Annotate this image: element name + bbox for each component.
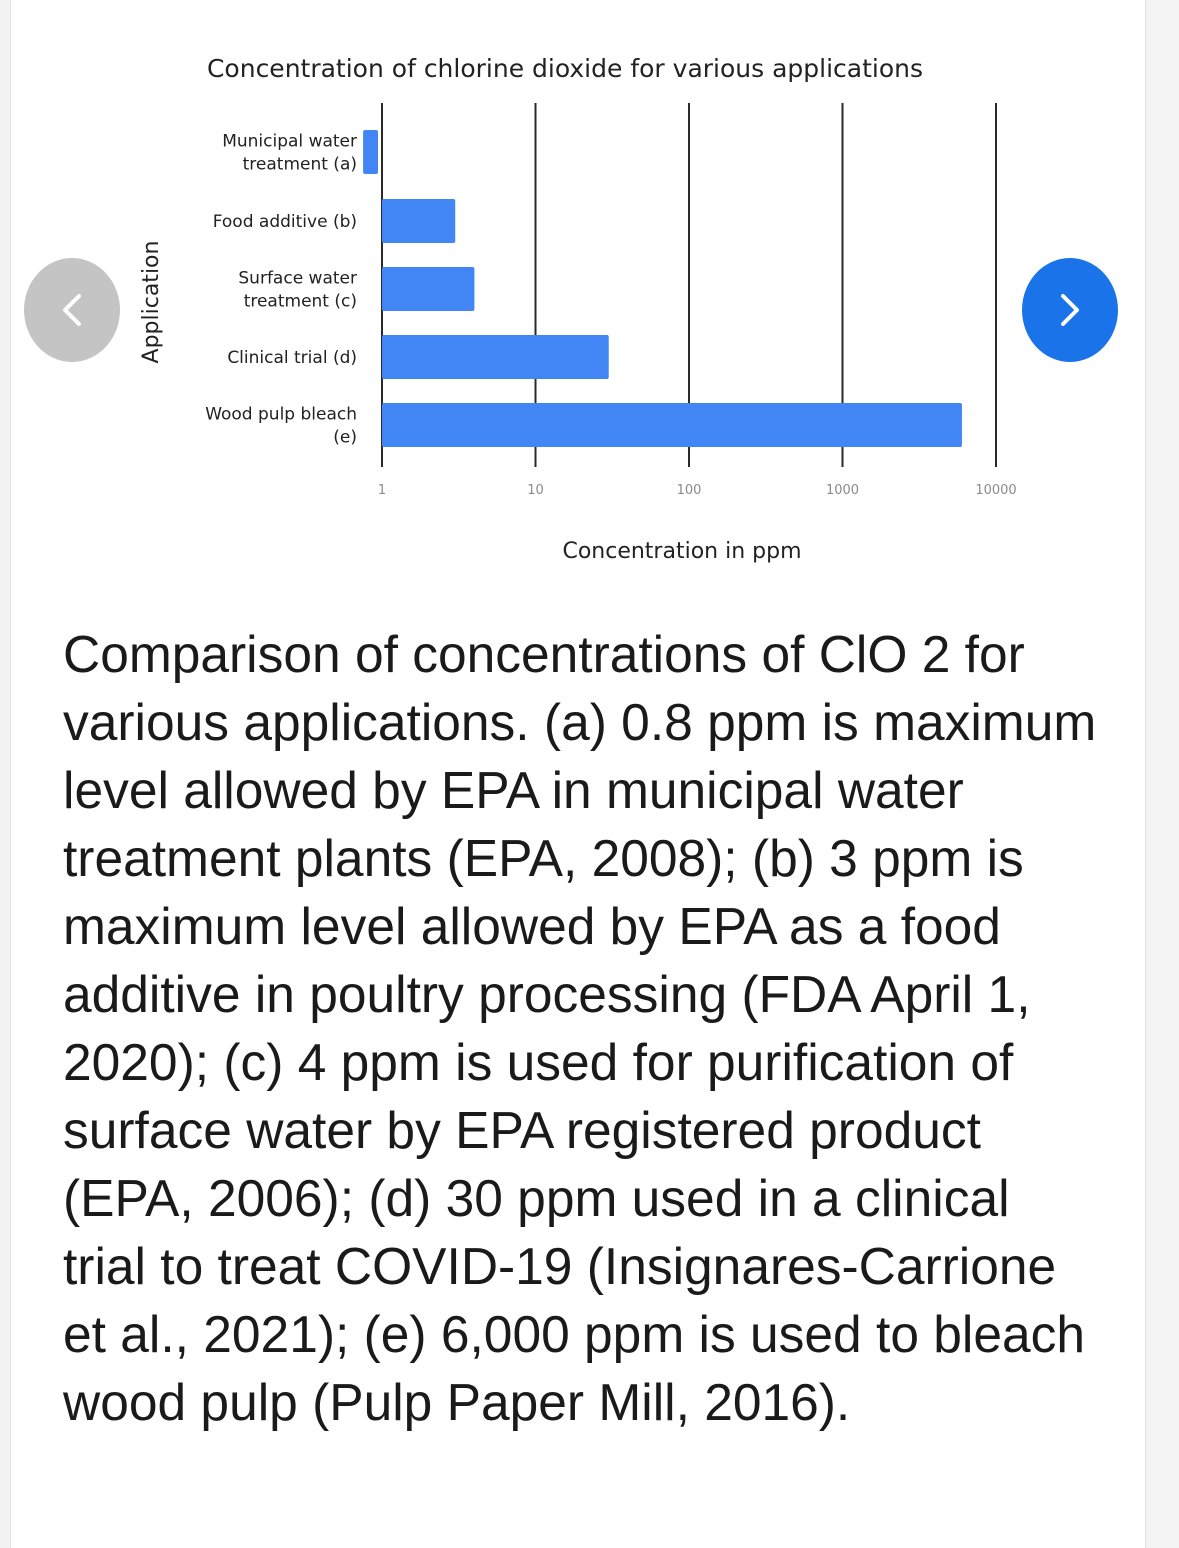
chevron-right-icon <box>1055 290 1085 330</box>
x-axis-title: Concentration in ppm <box>562 539 802 564</box>
chart-title: Concentration of chlorine dioxide for various applications <box>206 54 924 83</box>
bar <box>382 403 962 447</box>
x-tick-label: 10000 <box>975 483 1017 498</box>
chart-container <box>0 0 1179 600</box>
bar <box>382 267 474 311</box>
previous-image-button[interactable] <box>24 258 120 362</box>
bar <box>382 335 609 379</box>
y-category-label: Food additive (b) <box>212 212 357 232</box>
y-category-label: (e) <box>333 427 357 448</box>
x-tick-label: 1000 <box>825 483 860 498</box>
bar-chart <box>0 0 1179 600</box>
figure-caption: Comparison of concentrations of ClO 2 for various applications. (a) 0.8 ppm is maximum level allowed by EPA in municipal water treatment plants (EPA, 2008); (b) 3 ppm is maximum level allowed by EPA as a food additive in poultry processing (FDA April 1, 2020); (c) 4 ppm is used for purification of surface water by EPA registered product (EPA, 2006); (d) 30 ppm used in a clinical trial to treat COVID-19 (Insignares-Carrione et al., 2021); (e) 6,000 ppm is used to bleach wood pulp (Pulp Paper Mill, 2016). <box>63 625 1097 1431</box>
y-category-label: Surface water <box>238 268 357 289</box>
x-tick-label: 10 <box>527 483 544 498</box>
y-category-label: Clinical trial (d) <box>227 348 357 368</box>
x-tick-label: 1 <box>377 483 387 498</box>
next-image-button[interactable] <box>1022 258 1118 362</box>
y-axis-title: Application <box>139 240 164 364</box>
chevron-left-icon <box>57 290 87 330</box>
bar <box>363 130 378 174</box>
y-category-label: Municipal water <box>222 131 357 152</box>
y-category-label: treatment (c) <box>243 291 357 312</box>
y-category-label: Wood pulp bleach <box>205 404 357 425</box>
bar <box>382 199 455 243</box>
x-tick-label: 100 <box>676 483 702 498</box>
y-category-label: treatment (a) <box>242 154 357 175</box>
